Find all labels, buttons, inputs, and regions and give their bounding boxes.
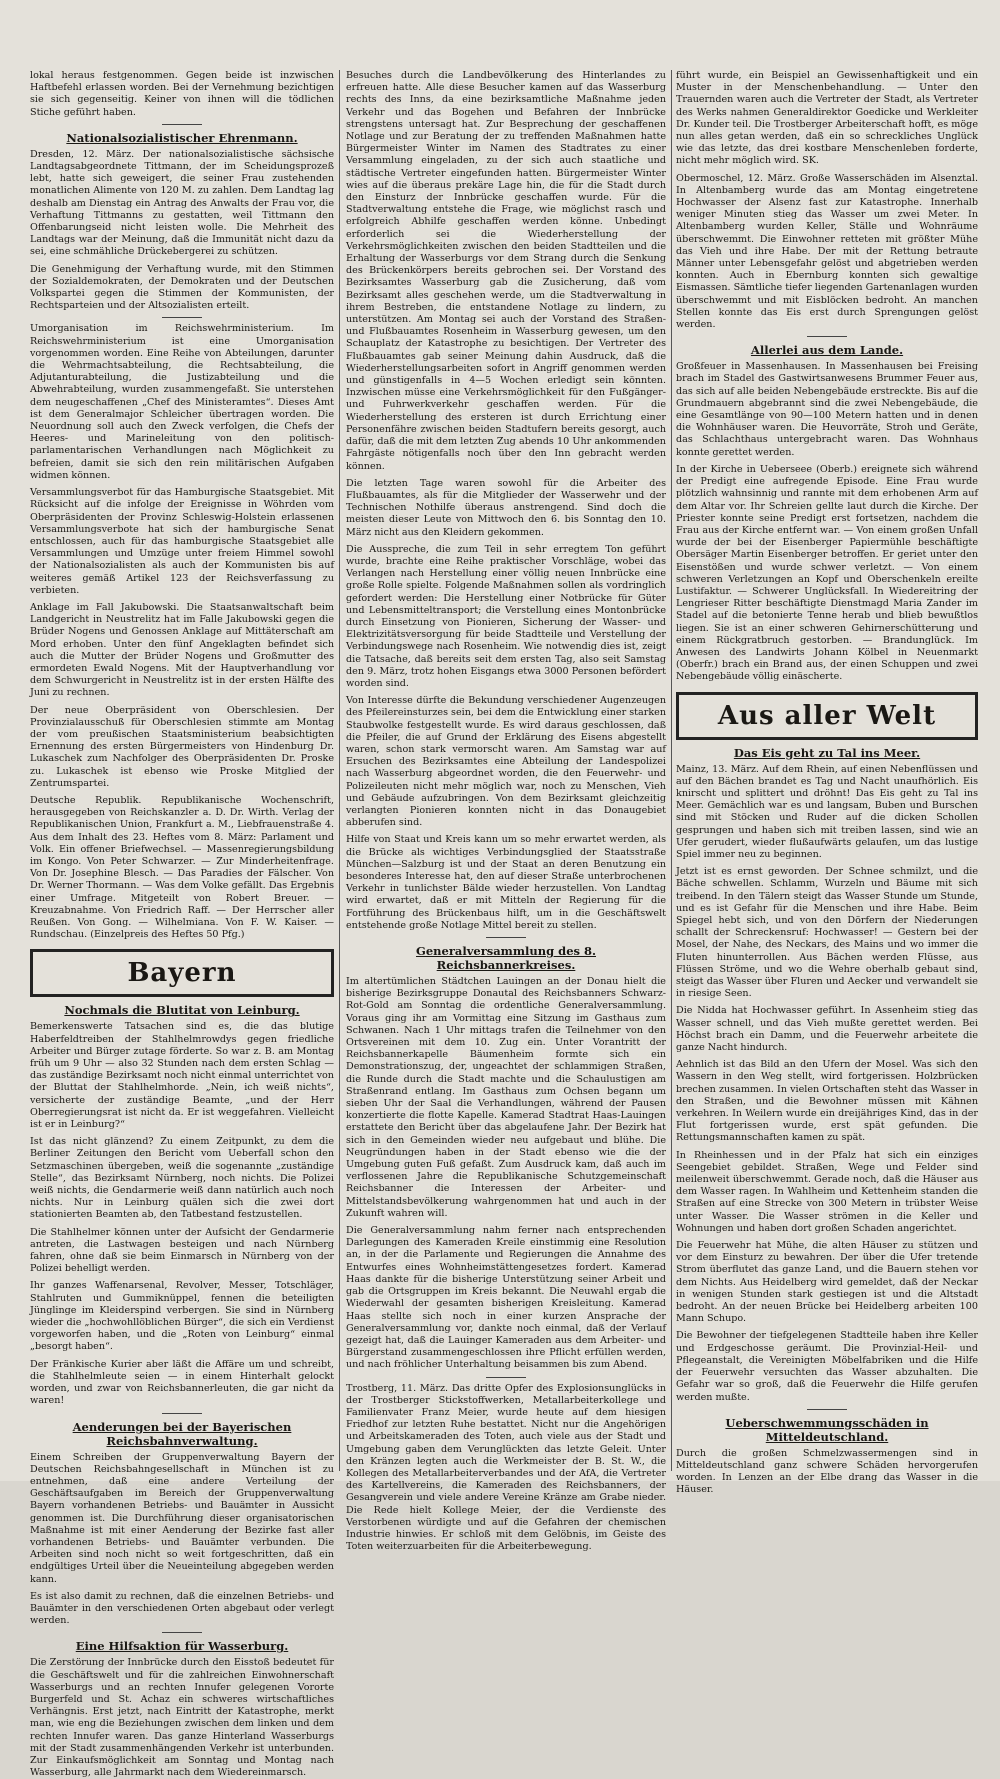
article-text: Die letzten Tage waren sowohl für die Arbeiter des Flußbauamtes, als für die Mitglieder der Wasserwehr und der Technischen Nothilfe überaus anstrengend. Sind doch die meisten dieser Leute von Mittwoch den 6. bis Sonntag den 10. März nicht aus den Kleidern gekommen. — [346, 477, 666, 538]
section-header-aus-aller-welt: Aus aller Welt — [676, 692, 978, 740]
article-text: Ihr ganzes Waffenarsenal, Revolver, Messer, Totschläger, Stahlruten und Gummiknüppel, fennen die beteiligten Jünglinge im Kleiderspind verbergen. Sie sind in Nürnberg wieder die „hochwohllöblichen Bürger“, die sich ein Verdienst vorgeworfen haben, und die „Roten von Leinburg“ einmal „besorgt haben“. — [30, 1280, 334, 1353]
divider — [807, 336, 847, 337]
divider — [162, 1632, 202, 1633]
article-heading: Allerlei aus dem Lande. — [750, 343, 904, 358]
article-heading: Nationalsozialistischer Ehrenmann. — [66, 130, 298, 145]
divider — [486, 1377, 526, 1378]
article-text: Die Bewohner der tiefgelegenen Stadtteile haben ihre Keller und Erdgeschosse geräumt. Die Provinzial-Heil- und Pflegeanstalt, die Vereinigten Möbelfabriken und die Hilfe der Feuerwehr versuchten das Wasser abzuhalten. Die Gefahr war so groß, daß die Feuerwehr die Hilfe gerufen werden mußte. — [676, 1330, 978, 1403]
article-text: Deutsche Republik. Republikanische Wochenschrift, herausgegeben von Reichskanzler a. D. Dr. Wirth. Verlag der Republikanischen Union, Frankfurt a. M., Liebfrauenstraße 4. Aus dem Inhalt des 23. Heftes vom 8. März: Parlament und Volk. Ein offener Briefwechsel. — Massenregierungsbildung im Kongo. Von Peter Schwarzer. — Zur Minderheitenfrage. Von Dr. Josephine Blesch. — Das Paradies der Fälscher. Von Dr. Werner Thormann. — Was dem Volke gefällt. Das Ergebnis einer Umfrage. Mitgeteilt von Robert Breuer. — Kreuzabnahme. Von Friedrich Raff. — Der Herrscher aller Reußen. Von Gong. — Wilhelmiana. Von F. W. Kaiser. — Rundschau. (Einzelpreis des Heftes 50 Pfg.) — [30, 794, 334, 941]
article-text: Die Zerstörung der Innbrücke durch den Eisstoß bedeutet für die Geschäftswelt und für die zahlreichen Einwohnerschaft Wasserburgs und an rechten Innufer gelegenen Vororte Burgerfeld und St. Achaz ein schweres wirtschaftliches Verhängnis. Erst jetzt, nach Eintritt der Katastrophe, merkt man, wie eng die Beziehungen zwischen dem linken und dem rechten Innufer waren. Das ganze Hinterland Wasserburgs mit der Stadt zusammenhängenden Verkehr ist unterbunden. Zur Einkaufsmöglichkeit am Sonntag und Montag nach Wasserburg, alle Jahrmarkt nach dem Wiedereinmarsch. — [30, 1657, 334, 1779]
article-text: Bemerkenswerte Tatsachen sind es, die das blutige Haberfeldtreiben der Stahlhelmrowdys gegen friedliche Arbeiter und Bürger zutage förderte. So war z. B. am Montag früh um 9 Uhr — also 32 Stunden nach dem ersten Schlag — das zuständige Bezirksamt noch nicht einmal unterrichtet von der Bluttat der Stahlhelmhorde. „Nein, ich weiß nichts“, versicherte der zuständige Beamte, „und der Herr Oberregierungsrat ist nicht da. Er ist weggefahren. Vielleicht ist er in Leinburg?“ — [30, 1021, 334, 1131]
article-heading: Ueberschwemmungsschäden in Mitteldeutschland. — [725, 1415, 929, 1444]
article-text: Im altertümlichen Städtchen Lauingen an der Donau hielt die bisherige Bezirksgruppe Donautal des Reichsbanners Schwarz-Rot-Gold am Sonntag die ordentliche Generalversammlung. Voraus ging ihr am Vormittag eine Sitzung im Gasthaus zum Schwanen. Nach 1 Uhr mittags trafen die Teilnehmer von den Ortsvereinen mit dem 10. Zug ein. Unter Vorantritt der Reichsbannerkapelle Bäumenheim formte sich ein Demonstrationszug, der, ungeachtet der schlammigen Straßen, die Runde durch die Stadt machte und die Schaulustigen am Straßenrand entlang. Im Gasthaus zum Ochsen begann um sieben Uhr der Saal die Verhandlungen, während der Pausen konzertierte die flotte Kapelle. Kamerad Stadtrat Haas-Lauingen erstattete den Bericht über das abgelaufene Jahr. Der Bezirk hat sich in den Gemeinden wieder neu aufgebaut und blühe. Die Neugründungen haben in der Stadt ebenso wie die der Umgebung guten Fuß gefaßt. Zum Ausdruck kam, daß auch im verflossenen Jahre die Republikanische Schutzgemeinschaft Reichsbanner die Interessen der Arbeiter- und Mittelstandsbevölkerung wahrgenommen hat und auch in der Zukunft wahren will. — [346, 976, 666, 1219]
divider — [162, 124, 202, 125]
article-text: Anklage im Fall Jakubowski. Die Staatsanwaltschaft beim Landgericht in Neustrelitz hat im Falle Jakubowski gegen die Brüder Nogens und Genossen Anklage auf Mittäterschaft am Mord erhoben. Unter den fünf Angeklagten befindet sich auch die Mutter der Brüder Nogens und Großmutter des ermordeten Ewald Nogens. Mit der Hauptverhandlung vor dem Schwurgericht in Neustrelitz ist in der ersten Hälfte des Juni zu rechnen. — [30, 601, 334, 699]
article-text: Es ist also damit zu rechnen, daß die einzelnen Betriebs- und Bauämter in den verschiedenen Orten abgebaut oder verlegt werden. — [30, 1590, 334, 1627]
article-text: Großfeuer in Massenhausen. In Massenhausen bei Freising brach im Stadel des Gastwirtsanwesens Brummer Feuer aus, das sich auf alle beiden Nebengebäude erstreckte. Bis auf die Grundmauern abgebrannt sind die zwei Nebengebäude, die eine Gesamtlänge von 90—100 Metern hatten und in denen die Wohnhäuser waren. Die Heuvorräte, Stroh und Geräte, das Schlachthaus untergebracht waren. Das Wohnhaus konnte gerettet werden. — [676, 361, 978, 458]
column-rule — [671, 70, 672, 1471]
article-text: Die Genehmigung der Verhaftung wurde, mit den Stimmen der Sozialdemokraten, der Demokraten und der Deutschen Volkspartei gegen die Stimmen der Kommunisten, der Rechtsparteien und der Altsozialisten erteilt. — [30, 263, 334, 312]
divider — [162, 317, 202, 318]
article-heading: Nochmals die Blutitat von Leinburg. — [64, 1003, 300, 1018]
article-text: Hilfe von Staat und Kreis kann um so mehr erwartet werden, als die Brücke als wichtiges Verbindungsglied der Staatsstraße München—Salzburg ist und der Staat an deren Benutzung ein besonderes Interesse hat, den auf dieser Straße unterbrochenen Verkehr in tunlichster Bälde wieder herzustellen. Von Landtag wird erwartet, daß er mit Mitteln der Regierung für die Fortführung des Brückenbaus hilft, um in die Geschäftswelt entstehende große Notlage Mittel bereit zu stellen. — [346, 834, 666, 931]
article-text: Durch die großen Schmelzwassermengen sind in Mitteldeutschland ganz schwere Schäden hervorgerufen worden. In Lenzen an der Elbe drang das Wasser in die Häuser. — [676, 1447, 978, 1496]
article-text: Der neue Oberpräsident von Oberschlesien. Der Provinzialausschuß für Oberschlesien stimmte am Montag der vom preußischen Staatsministerium beabsichtigten Ernennung des ersten Bürgermeisters von Hindenburg Dr. Lukaschek zum Nachfolger des Oberpräsidenten Dr. Proske zu. Lukaschek ist ebenso wie Proske Mitglied der Zentrumspartei. — [30, 704, 334, 789]
section-header-bayern: Bayern — [30, 949, 334, 997]
article-text: Die Feuerwehr hat Mühe, die alten Häuser zu stützen und vor dem Einsturz zu bewahren. Der über die Ufer tretende Strom überflutet das ganze Land, und die Bauern stehen vor dem Nichts. Aus Heidelberg wird gemeldet, daß der Neckar in wenigen Stunden stark gestiegen ist und die Altstadt bedroht. An der neuen Brücke bei Heidelberg arbeiten 100 Mann Schupo. — [676, 1240, 978, 1325]
article-text: lokal heraus festgenommen. Gegen beide ist inzwischen Haftbefehl erlassen worden. Bei der Vernehmung bezichtigen sie sich gegenseitig. Keiner von ihnen will die tödlichen Stiche geführt haben. — [30, 70, 334, 118]
article-text: Dresden, 12. März. Der nationalsozialistische sächsische Landtagsabgeordnete Tittmann, der im Scheidungsprozeß lebt, hatte sich geweigert, die seiner Frau zustehenden monatlichen Alimente von 120 M. zu zahlen. Dem Landtag lag deshalb am Dienstag ein Antrag des Anwalts der Frau vor, die Verhaftung Tittmanns zu gestatten, weil Tittmann den Offenbarungseid nicht leisten wolle. Die Mehrheit des Landtags war der Meinung, daß die Immunität nicht dazu da sei, eine schmähliche Drückebergerei zu schützen. — [30, 148, 334, 258]
article-heading: Generalversammlung des 8. Reichsbannerkreises. — [416, 944, 596, 973]
article-text: Die Generalversammlung nahm ferner nach entsprechenden Darlegungen des Kameraden Kreile einstimmig eine Resolution an, in der die Parlamente und Regierungen die Annahme des Entwurfes eines Wohnheimstättengesetzes fordert. Kamerad Haas dankte für die bisherige Unterstützung seiner Arbeit und gab die Ortsgruppen im Kreis bekannt. Die Neuwahl ergab die Wiederwahl der gesamten bisherigen Kreisleitung. Kamerad Haas stellte sich noch in einer kurzen Ansprache der Generalversammlung vor, dankte noch einmal, daß der Verlauf gezeigt hat, daß die Lauinger Kameraden aus dem Arbeiter- und Bürgerstand zusammengeschlossen ihre Pflicht erfüllen werden, und nach fröhlicher Unterhaltung beisammen bis zum Abend. — [346, 1225, 666, 1371]
article-text: Einem Schreiben der Gruppenverwaltung Bayern der Deutschen Reichsbahngesellschaft in München ist zu entnehmen, daß eine andere Verteilung der Geschäftsaufgaben im Bereich der Gruppenverwaltung Bayern vorhandenen Betriebs- und Bauämter in Aussicht genommen ist. Die Durchführung dieser organisatorischen Maßnahme ist mit einer Aenderung der Bezirke fast aller vorhandenen Betriebs- und Bauämter verbunden. Die Arbeiten sind noch nicht so weit fortgeschritten, daß ein endgültiges Urteil über die Neueinteilung abgegeben werden kann. — [30, 1451, 334, 1585]
article-heading: Aenderungen bei der Bayerischen Reichsbahnverwaltung. — [72, 1419, 292, 1448]
column-right — [676, 70, 978, 1496]
column-left — [30, 70, 334, 1779]
article-text: Der Fränkische Kurier aber läßt die Affäre um und schreibt, die Stahlhelmleute seien — in einem Hinterhalt gelockt worden, und zwar von Reichsbannerleuten, die gar nicht da waren! — [30, 1358, 334, 1407]
article-text: Aehnlich ist das Bild an den Ufern der Mosel. Was sich den Wassern in den Weg stellt, wird fortgerissen. Holzbrücken brechen zusammen. In vielen Ortschaften steht das Wasser in den Straßen, und die Bewohner müssen mit Kähnen verkehren. In Weilern wurde ein dreijähriges Kind, das in der Flut fortgerissen wurde, erst spät gefunden. Die Rettungsmannschaften kamen zu spät. — [676, 1059, 978, 1144]
article-text: Von Interesse dürfte die Bekundung verschiedener Augenzeugen des Pfeilereinsturzes sein, bei dem die Entwicklung einer starken Staubwolke festgestellt wurde. Es wird daraus geschlossen, daß die Pfeiler, die auf Grund der Erklärung des Eisens abgestellt waren, schon stark vermorscht waren. Am Samstag war auf Ersuchen des Bezirksamtes eine Abteilung der Landespolizei nach Wasserburg abgeordnet worden, die den Feuerwehr- und Polizeileuten nicht mehr möglich war, noch zu Menschen, Vieh und Gebäude aufzubringen. Von dem Bezirksamt gleichzeitig verlangten Pionieren konnten nicht in das Donaugebiet abberufen sind. — [346, 695, 666, 829]
article-text: führt wurde, ein Beispiel an Gewissenhaftigkeit und ein Muster in der Menschenbehandlung. — Unter den Trauernden waren auch die Vertreter der Stadt, als Vertreter des Werks nahmen Generaldirektor Goedicke und Werkleiter Dr. Kunder teil. Die Trostberger Arbeiterschaft hofft, es möge nun alles getan werden, daß ein so schreckliches Unglück wie das letzte, das drei kostbare Menschenleben forderte, nicht mehr möglich wird. SK. — [676, 70, 978, 167]
article-text: Versammlungsverbot für das Hamburgische Staatsgebiet. Mit Rücksicht auf die infolge der Ereignisse in Wöhrden vom Oberpräsidenten der Provinz Schleswig-Holstein erlassenen Versammlungsverbote hat sich der hamburgische Senat entschlossen, auch für das hamburgische Staatsgebiet alle Versammlungen und Umzüge unter freiem Himmel sowohl der Nationalsozialisten als auch der Kommunisten bis auf weiteres gemäß Artikel 123 der Reichsverfassung zu verbieten. — [30, 487, 334, 596]
article-text: Besuches durch die Landbevölkerung des Hinterlandes zu erfreuen hatte. Alle diese Besucher kamen auf das Wasserburg rechts des Inns, da eine bezirksamtliche Maßnahme jeden Verkehr und das Bogehen und Befahren der Innbrücke strengstens untersagt hat. Zur Besprechung der geschaffenen Notlage und zur Beratung der zu treffenden Maßnahmen hatte Bürgermeister Winter im Namen des Stadtrates zu einer Versammlung eingeladen, zu der sich auch staatliche und städtische Vertreter eingefunden hatten. Bürgermeister Winter wies auf die überaus prekäre Lage hin, die für die Stadt durch den Einsturz der Innbrücke geschaffen wurde. Für die Stadtverwaltung entstehe die Frage, wie möglichst rasch und erfolgreich Abhilfe geschaffen werden könne. Unbedingt erforderlich sei die Wiederherstellung der Verkehrsmöglichkeiten zwischen den beiden Stadtteilen und die Erhaltung der Wasserburgs vor dem Strang durch die Senkung des Brückenkörpers bereits gebrochen sei. Der Vorstand des Bezirksamtes Wasserburg gab die Zusicherung, daß vom Bezirksamt alles geschehen werde, um die Stadtverwaltung in ihrem Bestreben, die entstandene Notlage zu lindern, zu unterstützen. Am Montag sei auch der Vorstand des Straßen- und Flußbauamtes Rosenheim in Wasserburg gewesen, um den Schauplatz der Katastrophe zu besichtigen. Der Vertreter des Flußbauamtes gab seiner Meinung dahin Ausdruck, daß die Wiederherstellungsarbeiten sofort in Angriff genommen werden und günstigenfalls in 4—5 Wochen erledigt sein könnten. Inzwischen müsse eine Verkehrsmöglichkeit für den Fußgänger- und Fuhrwerkverkehr geschaffen werden. Für die Wiederherstellung des ersteren ist durch Errichtung einer Personenfähre zwischen beiden Stadtufern bereits gesorgt, auch dafür, daß die mit dem letzten Zug abends 10 Uhr ankommenden Fahrgäste nötigenfalls noch über den Inn gebracht werden können. — [346, 70, 666, 472]
article-text: Obermoschel, 12. März. Große Wasserschäden im Alsenztal. In Altenbamberg wurde das am Montag eingetretene Hochwasser der Alsenz fast zur Katastrophe. Innerhalb weniger Minuten stieg das Wasser um zwei Meter. In Altenbamberg wurden Keller, Ställe und Wohnräume überschwemmt. Die Einwohner retteten mit größter Mühe das Vieh und ihre Habe. Der mit der Rettung betraute Männer unter Lebensgefahr gelöst und abgetrieben werden konnten. Auch in Ebernburg konnten sich gewaltige Eismassen. Sämtliche tiefer liegenden Gartenanlagen wurden überschwemmt und mit Eisblöcken bedroht. An manchen Stellen konnte das Eis erst durch Sprengungen gelöst werden. — [676, 172, 978, 331]
article-text: Jetzt ist es ernst geworden. Der Schnee schmilzt, und die Bäche schwellen. Schlamm, Wurzeln und Bäume mit sich treibend. In den Tälern steigt das Wasser Stunde um Stunde, und es ist Gefahr für die Menschen und ihre Habe. Beim Spiegel hebt sich, und von den Dörfern der Niederungen schallt der Schreckensruf: Hochwasser! — Gestern bei der Mosel, der Nahe, des Neckars, des Mains und wo immer die Fluten hinunterrollen. Aus Bächen werden Flüsse, aus Flüssen Ströme, und wo die Wehre oberhalb gebaut sind, steigt das Wasser über Fluren und Aecker und verwandelt sie in riesige Seen. — [676, 866, 978, 1000]
article-text: Die Nidda hat Hochwasser geführt. In Assenheim stieg das Wasser schnell, und das Vieh mußte gerettet werden. Bei Höchst brach ein Damm, und die Feuerwehr arbeitete die ganze Nacht hindurch. — [676, 1005, 978, 1054]
article-text: Die Stahlhelmer können unter der Aufsicht der Gendarmerie antreten, die Lastwagen besteigen und nach Nürnberg fahren, ohne daß sie beim Einmarsch in Nürnberg von der Polizei behelligt werden. — [30, 1226, 334, 1275]
divider — [807, 1409, 847, 1410]
column-middle — [346, 70, 666, 1553]
article-heading: Das Eis geht zu Tal ins Meer. — [733, 745, 921, 760]
divider — [486, 937, 526, 938]
article-text: Die Ausspreche, die zum Teil in sehr erregtem Ton geführt wurde, brachte eine Reihe praktischer Vorschläge, wobei das Verlangen nach Herstellung einer völlig neuen Innbrücke eine große Rolle spielte. Folgende Maßnahmen sollen als vordringlich gefordert werden: Die Herstellung einer Notbrücke für Güter und Lebensmitteltransport; die Verstellung eines Montonbrücke durch Einsetzung von Pionieren, Sicherung der Wasser- und Elektrizitätsversorgung für beide Stadtteile und Verstellung der Verbindungswege nach Rosenheim. Wie notwendig dies ist, zeigt die Tatsache, daß bereits seit dem ersten Tag, also seit Samstag den 9. März, trotz hohen Eisgangs etwa 3000 Personen befördert worden sind. — [346, 543, 666, 689]
article-text: Trostberg, 11. März. Das dritte Opfer des Explosionsunglücks in der Trostberger Stickstoffwerken, Metallarbeiterkollege und Familienvater Franz Meier, wurde heute auf dem hiesigen Friedhof zur letzten Ruhe bestattet. Nicht nur die Angehörigen und Arbeitskameraden des Toten, auch viele aus der Stadt und Umgebung gaben dem Verunglückten das letzte Geleit. Unter den Kränzen legten auch die Werkmeister der B. St. W., die Kollegen des Metallarbeiterverbandes und der AfA, die Vertreter des Kartellvereins, die Kameraden des Reichsbanners, der Gesangverein und viele andere Vereine Kränze am Grabe nieder. Die Rede hielt Kollege Meier, der die Verdienste des Verstorbenen würdigte und auf die Gefahren der chemischen Industrie hinwies. Er schloß mit dem Gelöbnis, im Geiste des Toten weiterzuarbeiten für die Arbeiterbewegung. — [346, 1382, 666, 1553]
article-text: In der Kirche in Ueberseee (Oberb.) ereignete sich während der Predigt eine aufregende Episode. Eine Frau wurde plötzlich wahnsinnig und rannte mit dem erhobenen Arm auf dem Altar vor. Ihr Schreien gellte laut durch die Kirche. Der Priester konnte seine Predigt erst fortsetzen, nachdem die Frau aus der Kirche entfernt war. — Von einem großen Unfall wurde der bei der Eisenberger Papiermühle beschäftigte Obersäger Martin Eisenberger betroffen. Er geriet unter den Eisenstößen und wurde schwer verletzt. — Von einem schweren Verletzungen an Kopf und Oberschenkeln ereilte Lustifaktur. — Schwerer Unglücksfall. In Wiedereitring der Lengrieser Ritter beschäftigte Dienstmagd Maria Zander im Stadel auf die betonierte Tenne herab und blieb bewußtlos liegen. Sie ist an einer schweren Gehirnerschütterung und einem Rückgratbruch gestorben. — Brandunglück. Im Anwesen des Landwirts Johann Kölbel in Neuenmarkt (Oberfr.) brach ein Brand aus, der einen Schuppen und zwei Nebengebäude völlig einäscherte. — [676, 463, 978, 683]
article-text: Mainz, 13. März. Auf dem Rhein, auf einen Nebenflüssen und auf den Bächen brandet es Tag und Nacht unaufhörlich. Eis knirscht und splittert und dröhnt! Das Eis geht zu Tal ins Meer. Gemächlich war es und langsam, Buben und Burschen sind mit Stöcken und Ruder auf die dicken Schollen gesprungen und haben sich mit treiben lassen, sind wie an Ufer gerudert, wieder flußaufwärts gelaufen, um das lustige Spiel immer neu zu beginnen. — [676, 763, 978, 860]
article-text: In Rheinhessen und in der Pfalz hat sich ein einziges Seengebiet gebildet. Straßen, Wege und Felder sind meilenweit überschwemmt. Gerade noch, daß die Häuser aus dem Wasser ragen. In Wahlheim und Kettenheim standen die Straßen auf eine Strecke von 300 Metern in trübster Weise unter Wasser. Die Wasser strömen in die Keller und Wohnungen und haben dort großen Schaden angerichtet. — [676, 1149, 978, 1234]
article-text: Umorganisation im Reichswehrministerium. Im Reichswehrministerium ist eine Umorganisation vorgenommen worden. Eine Reihe von Abteilungen, darunter die Wehrmachtsabteilung, die Rechtsabteilung, die Adjutanturabteilung, die Justizabteilung und die Abwehrabteilung, wurden zusammengefaßt. Sie unterstehen dem neugeschaffenen „Chef des Ministeramtes“. Dieses Amt ist dem Generalmajor Schleicher übertragen worden. Die Neuordnung soll auch den Zweck verfolgen, die Chefs der Heeres- und Marineleitung von den politisch-parlamentarischen Verhandlungen nach Möglichkeit zu befreien, damit sie sich den rein militärischen Aufgaben widmen können. — [30, 323, 334, 481]
column-rule — [339, 70, 340, 1471]
article-heading: Eine Hilfsaktion für Wasserburg. — [75, 1639, 289, 1654]
article-text: Ist das nicht glänzend? Zu einem Zeitpunkt, zu dem die Berliner Zeitungen den Bericht vom Ueberfall schon den Setzmaschinen übergeben, weiß die sogenannte „zuständige Stelle“, das Bezirksamt Nürnberg, noch nichts. Die Polizei weiß nichts, die Gendarmerie weiß dann natürlich auch noch nichts. Nur in Leinburg quälen sich die zwei dort stationierten Beamten ab, den Tatbestand festzustellen. — [30, 1136, 334, 1221]
divider — [162, 1413, 202, 1414]
